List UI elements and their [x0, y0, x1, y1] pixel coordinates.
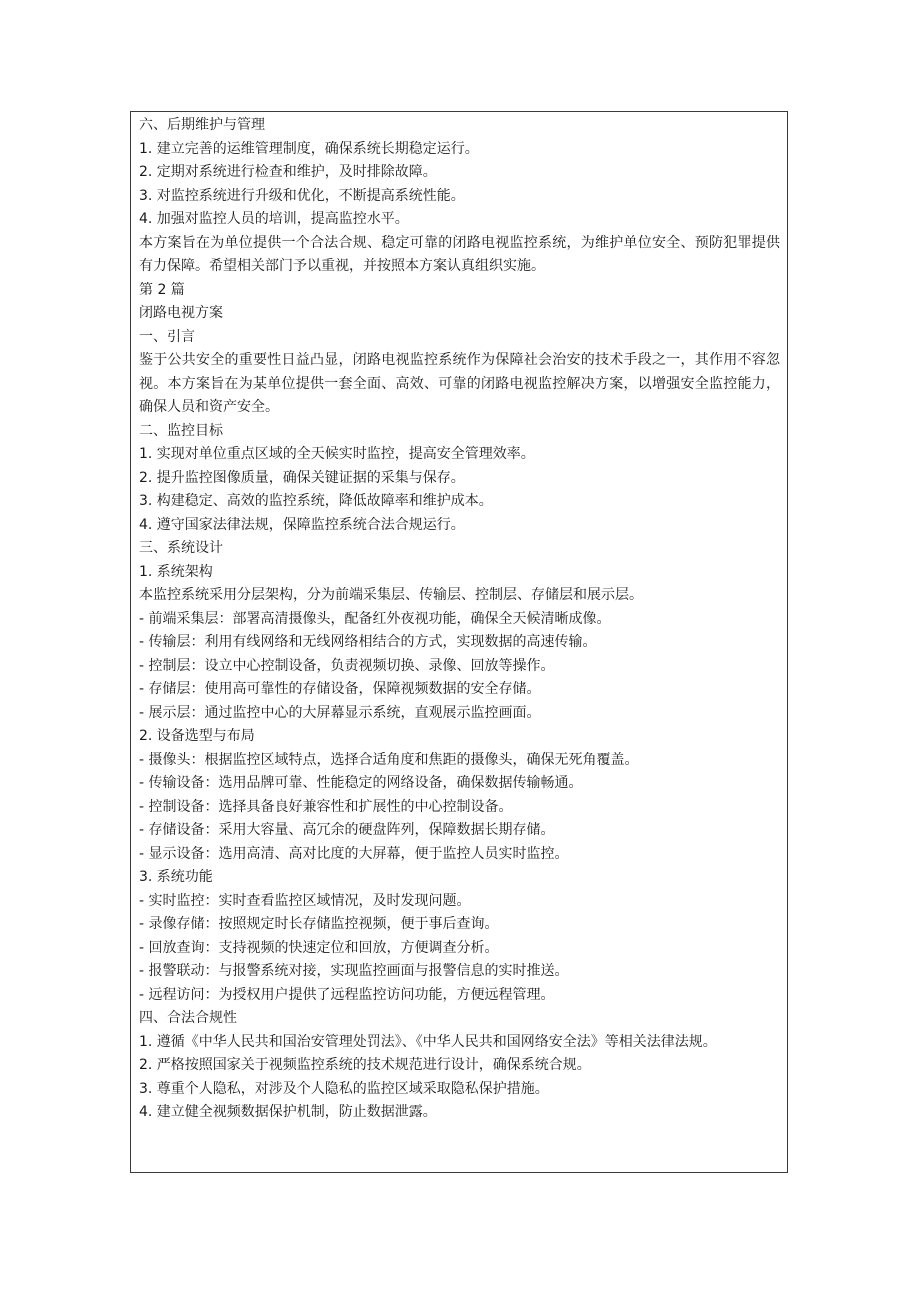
list-item: - 录像存储：按照规定时长存储监控视频，便于事后查询。 — [139, 916, 499, 932]
subsection-heading: 1. 系统架构 — [139, 563, 213, 580]
document-content-box — [130, 111, 788, 1173]
list-item: 2. 提升监控图像质量，确保关键证据的采集与保存。 — [139, 469, 465, 486]
list-item: 3. 对监控系统进行升级和优化，不断提高系统性能。 — [139, 187, 465, 204]
part-label: 第 2 篇 — [139, 281, 185, 298]
paragraph: 本方案旨在为单位提供一个合法合规、稳定可靠的闭路电视监控系统，为维护单位安全、预防犯罪提供有力保障。希望相关部门予以重视，并按照本方案认真组织实施。 — [139, 234, 780, 274]
list-item: - 远程访问：为授权用户提供了远程监控访问功能，方便远程管理。 — [139, 986, 555, 1003]
list-item: 2. 定期对系统进行检查和维护，及时排除故障。 — [139, 164, 437, 180]
list-item: 4. 遵守国家法律法规，保障监控系统合法合规运行。 — [139, 516, 465, 533]
list-item: - 传输层：利用有线网络和无线网络相结合的方式，实现数据的高速传输。 — [139, 634, 597, 650]
section-heading: 六、后期维护与管理 — [139, 117, 265, 133]
list-item: - 摄像头：根据监控区域特点，选择合适角度和焦距的摄像头，确保无死角覆盖。 — [139, 751, 639, 768]
list-item: - 显示设备：选用高清、高对比度的大屏幕，便于监控人员实时监控。 — [139, 845, 569, 862]
paragraph: 鉴于公共安全的重要性日益凸显，闭路电视监控系统作为保障社会治安的技术手段之一，其作用不容忽视。本方案旨在为某单位提供一套全面、高效、可靠的闭路电视监控解决方案，以增强安全监控能力，确保人员和资产安全。 — [139, 352, 780, 415]
list-item: 3. 尊重个人隐私，对涉及个人隐私的监控区域采取隐私保护措施。 — [139, 1080, 549, 1097]
paragraph: 本监控系统采用分层架构，分为前端采集层、传输层、控制层、存储层和展示层。 — [139, 587, 643, 603]
list-item: 4. 建立健全视频数据保护机制，防止数据泄露。 — [139, 1104, 437, 1120]
subsection-heading: 3. 系统功能 — [139, 869, 213, 885]
section-heading: 二、监控目标 — [139, 422, 223, 439]
section-heading: 一、引言 — [139, 328, 195, 345]
list-item: 3. 构建稳定、高效的监控系统，降低故障率和维护成本。 — [139, 493, 493, 509]
list-item: - 前端采集层：部署高清摄像头，配备红外夜视功能，确保全天候清晰成像。 — [139, 610, 611, 627]
list-item: 1. 建立完善的运维管理制度，确保系统长期稳定运行。 — [139, 140, 479, 157]
list-item: 1. 实现对单位重点区域的全天候实时监控，提高安全管理效率。 — [139, 446, 535, 462]
list-item: 4. 加强对监控人员的培训，提高监控水平。 — [139, 211, 409, 227]
section-heading: 四、合法合规性 — [139, 1010, 237, 1026]
list-item: 2. 严格按照国家关于视频监控系统的技术规范进行设计，确保系统合规。 — [139, 1057, 591, 1073]
list-item: - 控制设备：选择具备良好兼容性和扩展性的中心控制设备。 — [139, 798, 513, 815]
list-item: - 存储层：使用高可靠性的存储设备，保障视频数据的安全存储。 — [139, 681, 541, 697]
subsection-heading: 2. 设备选型与布局 — [139, 728, 255, 744]
list-item: 1. 遵循《中华人民共和国治安管理处罚法》、《中华人民共和国网络安全法》等相关法律法规。 — [139, 1033, 717, 1050]
list-item: - 控制层：设立中心控制设备，负责视频切换、录像、回放等操作。 — [139, 657, 555, 674]
section-heading: 三、系统设计 — [139, 540, 223, 556]
list-item: - 实时监控：实时查看监控区域情况，及时发现问题。 — [139, 892, 471, 909]
document-title: 闭路电视方案 — [139, 305, 223, 321]
list-item: - 存储设备：采用大容量、高冗余的硬盘阵列，保障数据长期存储。 — [139, 822, 555, 838]
list-item: - 展示层：通过监控中心的大屏幕显示系统，直观展示监控画面。 — [139, 704, 541, 721]
list-item: - 回放查询：支持视频的快速定位和回放，方便调查分析。 — [139, 939, 499, 956]
list-item: - 报警联动：与报警系统对接，实现监控画面与报警信息的实时推送。 — [139, 963, 569, 979]
list-item: - 传输设备：选用品牌可靠、性能稳定的网络设备，确保数据传输畅通。 — [139, 775, 583, 791]
